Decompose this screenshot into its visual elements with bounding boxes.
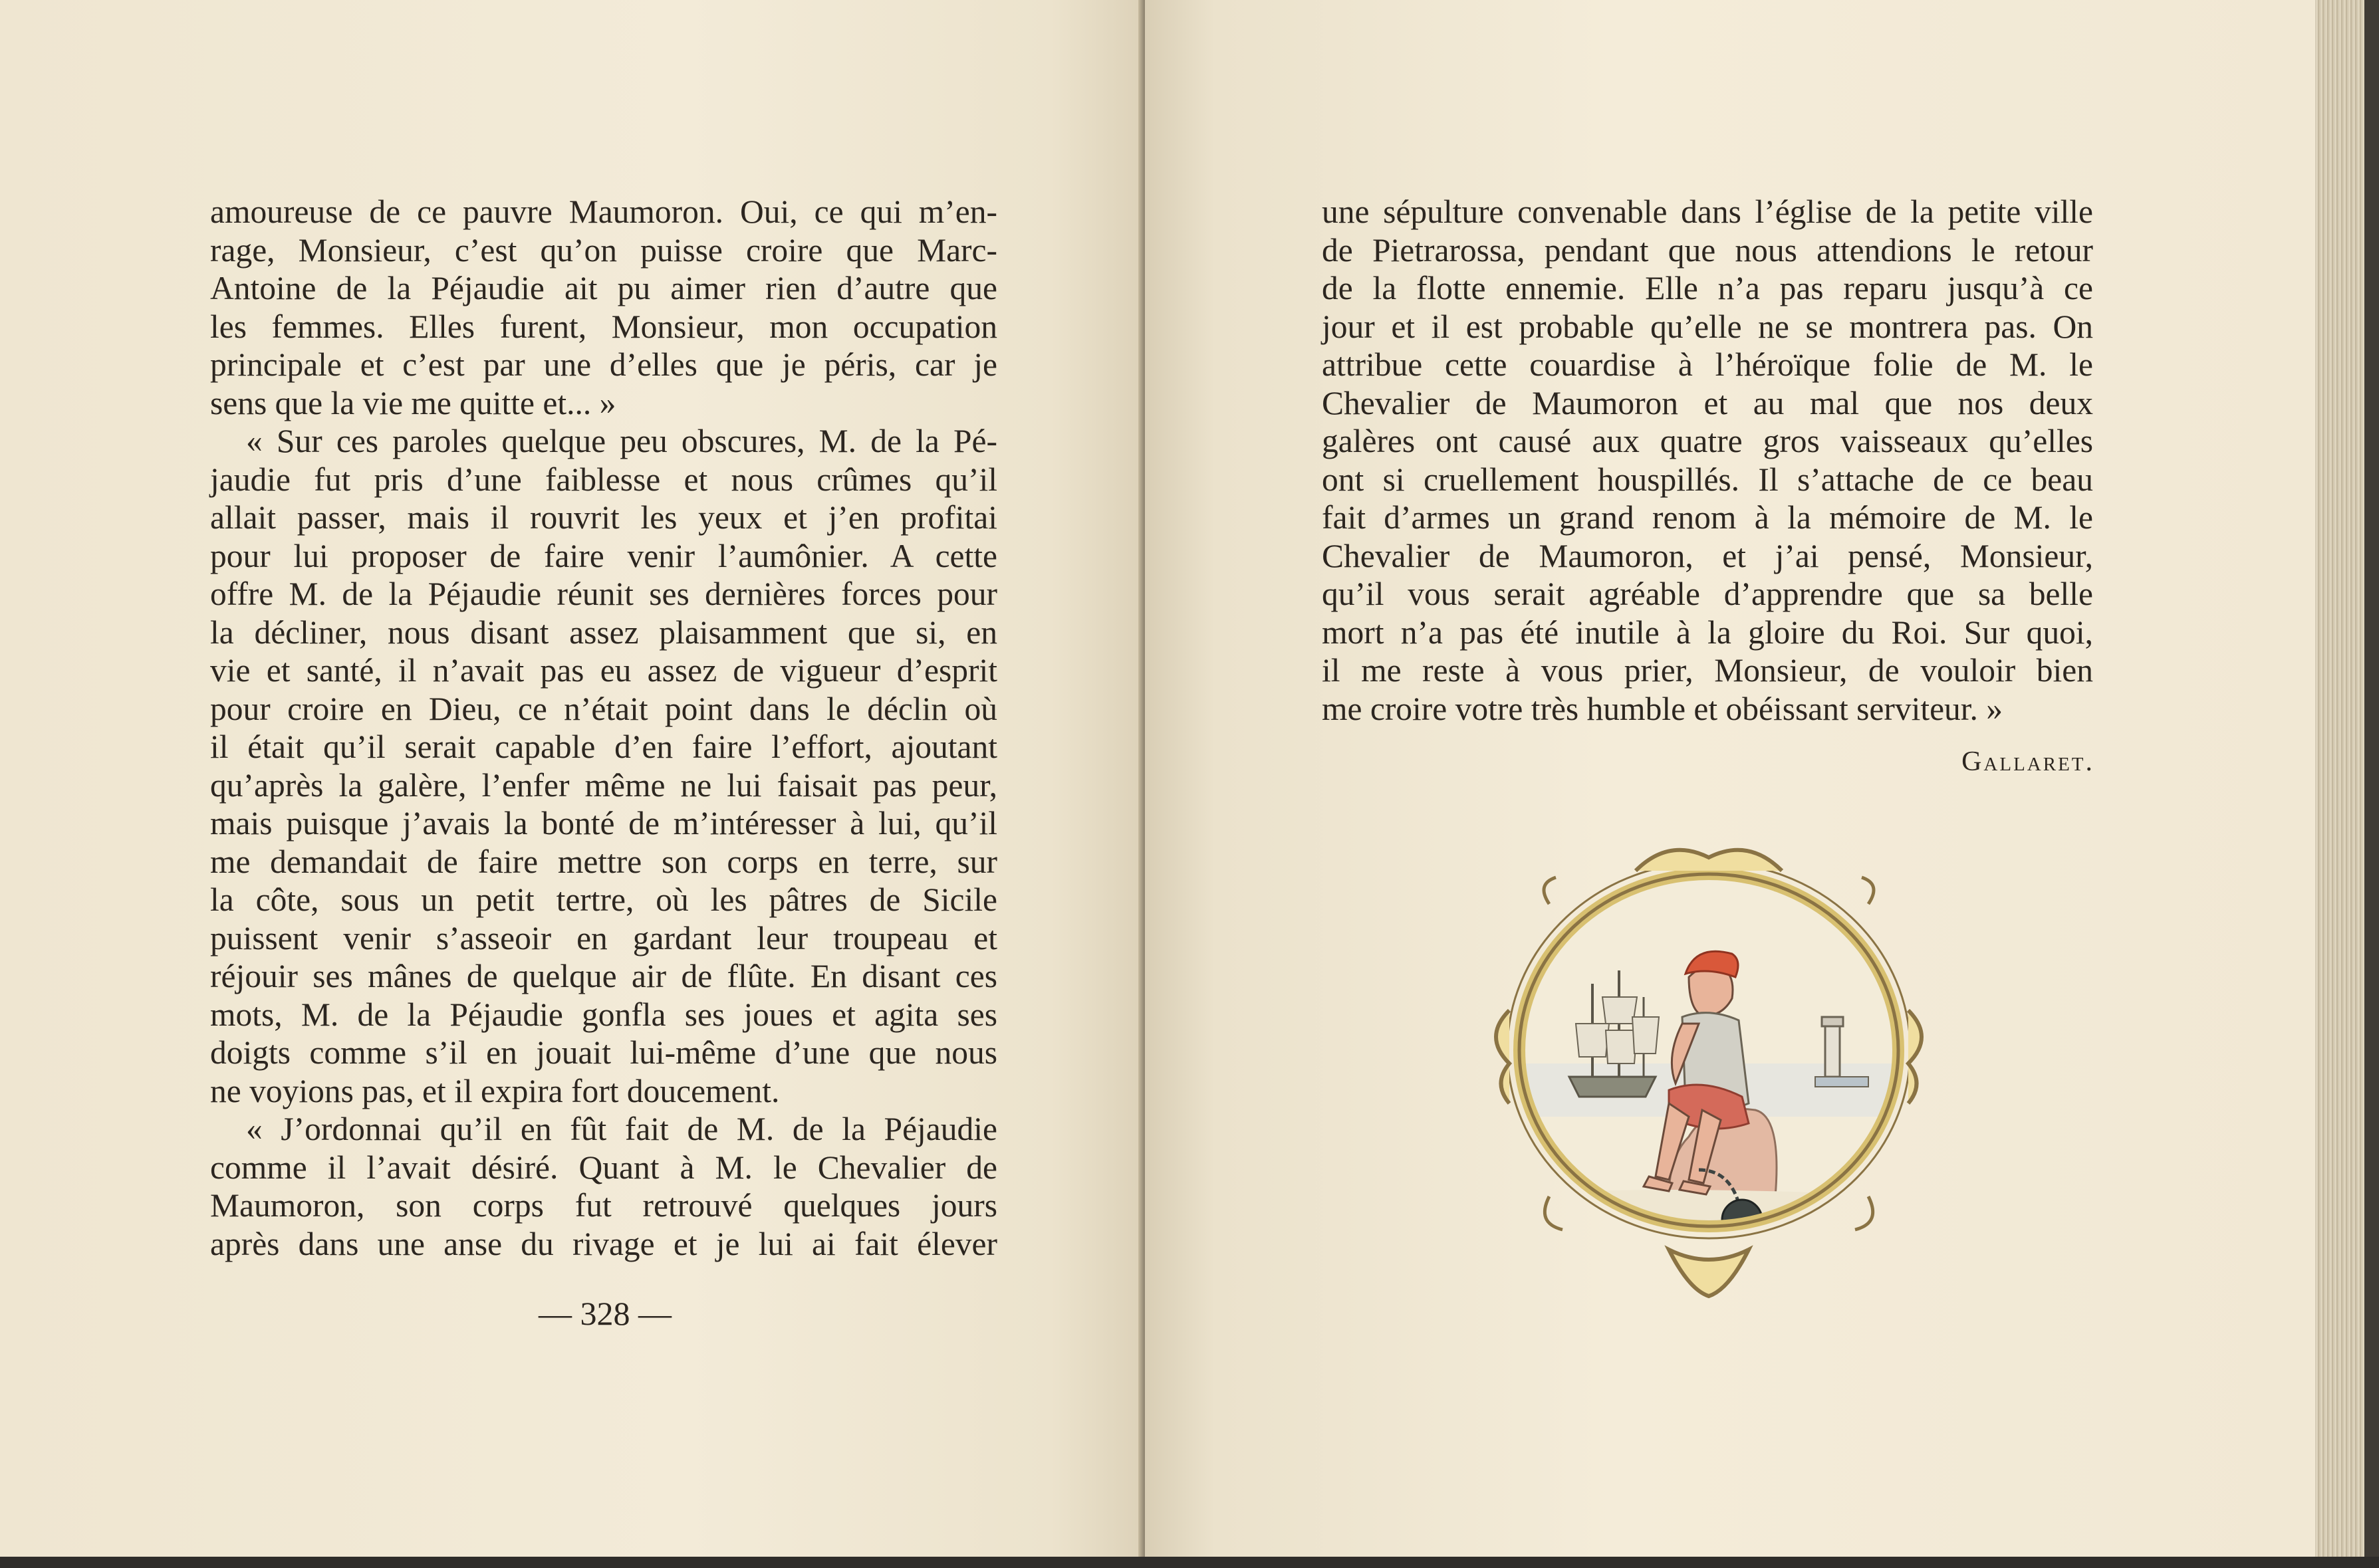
text-line: qu’il vous serait agréable d’apprendre que sa belle	[1322, 576, 2093, 612]
text-line: amoureuse de ce pauvre Maumoron. Oui, ce qui m’en-	[210, 193, 997, 230]
text-line: Chevalier de Maumoron et au mal que nos deux	[1322, 384, 2093, 421]
text-line: réjouir ses mânes de quelque air de flûte. En disant ces	[210, 958, 997, 994]
text-line: les femmes. Elles furent, Monsieur, mon occupation	[210, 308, 997, 345]
right-page-text	[1322, 193, 2093, 728]
text-line: Chevalier de Maumoron, et j’ai pensé, Monsieur,	[1322, 537, 2093, 574]
text-line: pour lui proposer de faire venir l’aumônier. A cette	[210, 537, 997, 574]
page-edges	[2315, 0, 2379, 1568]
text-line: ont si cruellement houspillés. Il s’attache de ce beau	[1322, 461, 2093, 498]
text-line: « Sur ces paroles quelque peu obscures, M. de la Pé-	[246, 423, 997, 459]
text-line: jaudie fut pris d’une faiblesse et nous crûmes qu’il	[210, 461, 997, 498]
text-line: il était qu’il serait capable d’en faire l’effort, ajoutant	[210, 728, 997, 765]
text-line: mots, M. de la Péjaudie gonfla ses joues et agita ses	[210, 996, 997, 1033]
galley-slave-illustration	[1469, 824, 1948, 1303]
text-line: la décliner, nous disant assez plaisamment que si, en	[210, 614, 997, 651]
text-line: une sépulture convenable dans l’église de la petite ville	[1322, 193, 2093, 230]
text-line: Maumoron, son corps fut retrouvé quelques jours	[210, 1187, 997, 1224]
text-line: après dans une anse du rivage et je lui ai fait élever	[210, 1225, 997, 1262]
text-line: de la flotte ennemie. Elle n’a pas reparu jusqu’à ce	[1322, 270, 2093, 306]
text-line: vie et santé, il n’avait pas eu assez de vigueur d’esprit	[210, 652, 997, 689]
text-line: allait passer, mais il rouvrit les yeux et j’en profitai	[210, 499, 997, 536]
text-line: puissent venir s’asseoir en gardant leur troupeau et	[210, 919, 997, 956]
text-line: de Pietrarossa, pendant que nous attendions le retour	[1322, 231, 2093, 269]
left-page	[0, 0, 1142, 1568]
text-line: la côte, sous un petit tertre, où les pâtres de Sicile	[210, 881, 997, 918]
text-line: galères ont causé aux quatre gros vaisseaux qu’elles	[1322, 423, 2093, 459]
text-line: rage, Monsieur, c’est qu’on puisse croire que Marc-	[210, 231, 997, 269]
text-line: sens que la vie me quitte et... »	[210, 384, 616, 421]
text-line: Antoine de la Péjaudie ait pu aimer rien d’autre que	[210, 270, 997, 306]
text-line: ne voyions pas, et il expira fort doucement.	[210, 1072, 780, 1109]
signature: Gallaret.	[1961, 746, 2094, 777]
left-page-text	[210, 193, 997, 1263]
text-line: doigts comme s’il en jouait lui-même d’une que nous	[210, 1034, 997, 1071]
text-line: « J’ordonnai qu’il en fût fait de M. de la Péjaudie	[246, 1111, 997, 1147]
text-line: pour croire en Dieu, ce n’était point dans le déclin où	[210, 690, 997, 727]
text-line: qu’après la galère, l’enfer même ne lui faisait pas peur,	[210, 766, 997, 804]
page-number: — 328 —	[539, 1295, 672, 1332]
text-line: me demandait de faire mettre son corps en terre, sur	[210, 843, 997, 880]
text-line: jour et il est probable qu’elle ne se montrera pas. On	[1322, 308, 2093, 345]
scan-border	[0, 1557, 2379, 1568]
text-line: principale et c’est par une d’elles que je péris, car je	[210, 346, 997, 383]
text-line: il me reste à vous prier, Monsieur, de vouloir bien	[1322, 652, 2093, 689]
text-line: me croire votre très humble et obéissant serviteur. »	[1322, 690, 2003, 727]
text-line: mais puisque j’avais la bonté de m’intéresser à lui, qu’il	[210, 805, 997, 841]
text-line: comme il l’avait désiré. Quant à M. le Chevalier de	[210, 1149, 997, 1186]
text-line: fait d’armes un grand renom à la mémoire de M. le	[1322, 499, 2093, 536]
text-line: offre M. de la Péjaudie réunit ses dernières forces pour	[210, 576, 997, 612]
text-line: attribue cette couardise à l’héroïque folie de M. le	[1322, 346, 2093, 383]
text-line: mort n’a pas été inutile à la gloire du Roi. Sur quoi,	[1322, 614, 2093, 651]
